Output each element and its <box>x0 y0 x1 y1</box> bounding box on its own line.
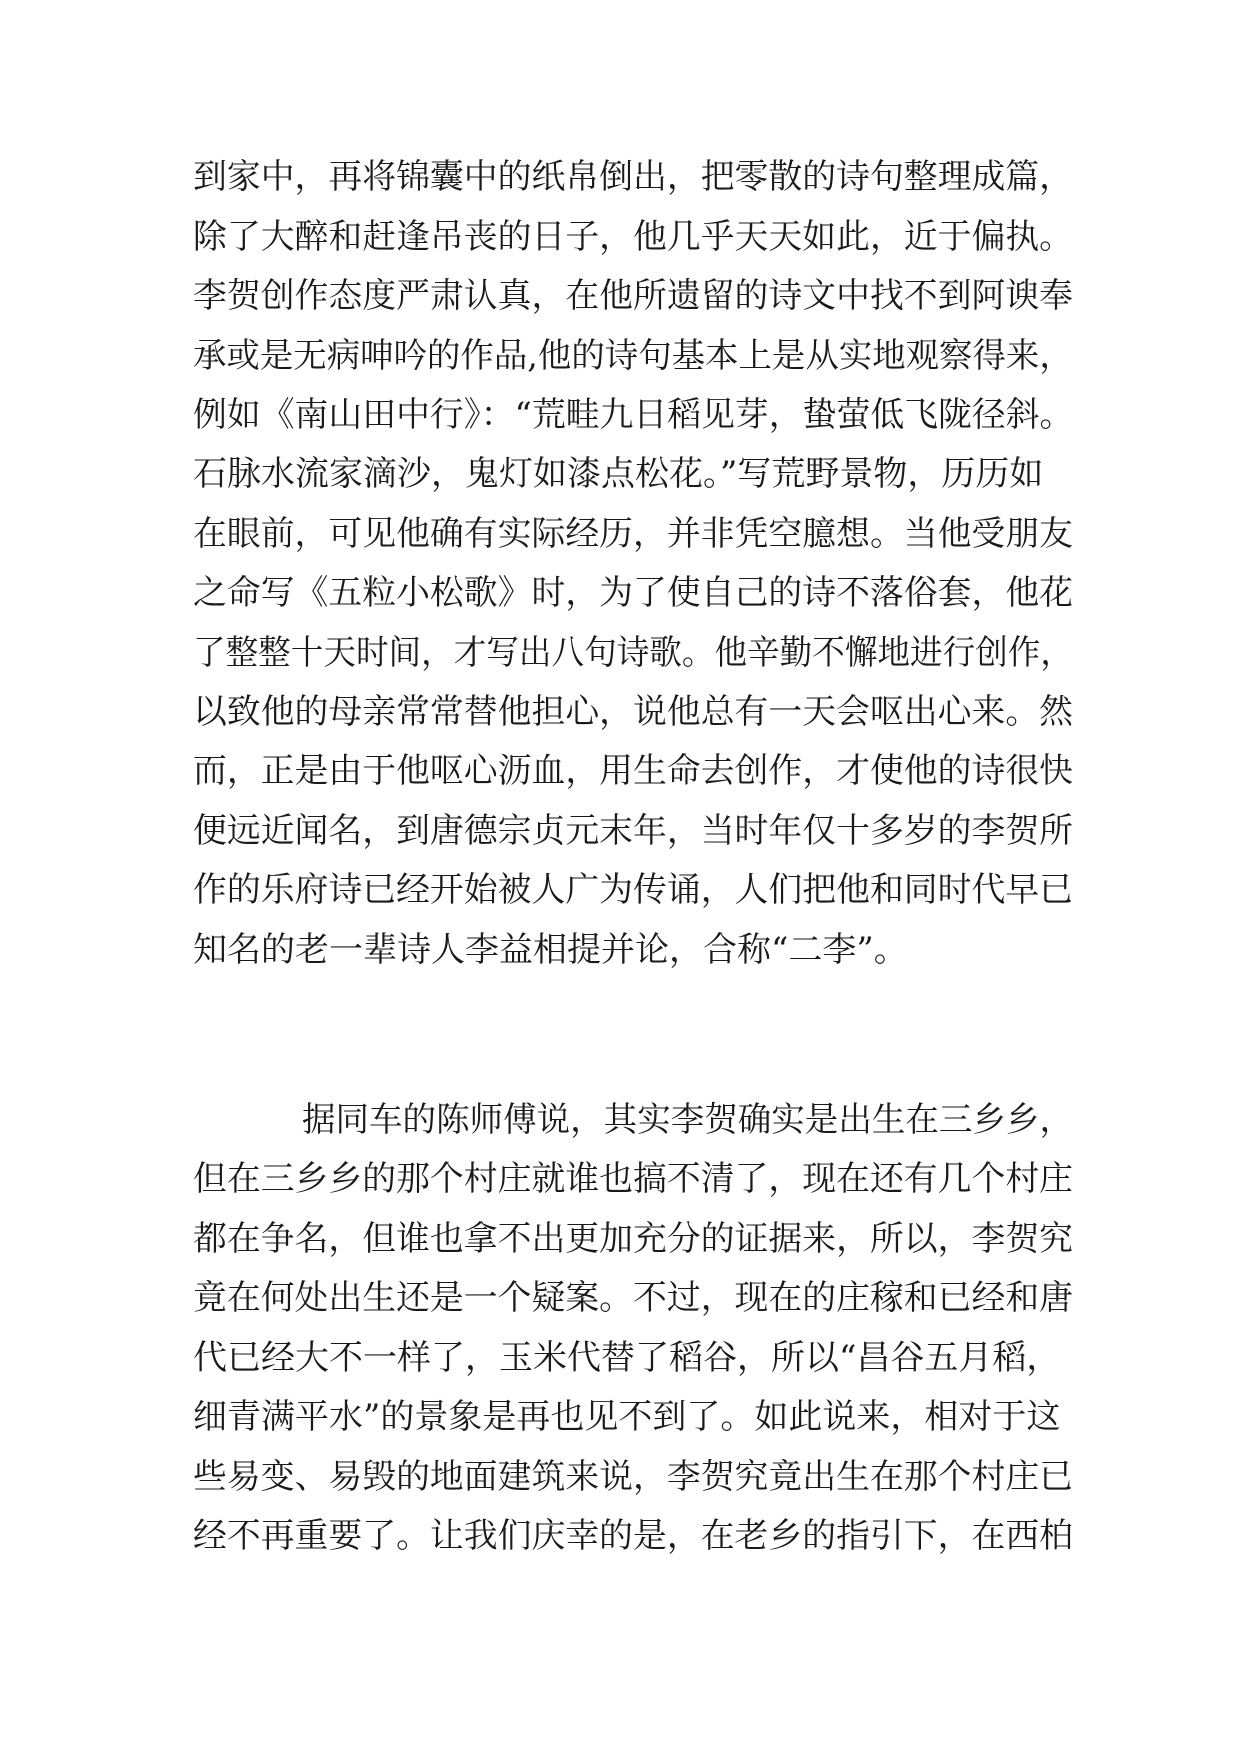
text-line-content: 到家中，再将锦囊中的纸帛倒出，把零散的诗句整理成篇， <box>193 157 1074 197</box>
text-line-content: 承或是无病呻吟的作品,他的诗句基本上是从实地观察得来， <box>193 336 1073 376</box>
text-line-content: 些易变、易毁的地面建筑来说，李贺究竟出生在那个村庄已 <box>193 1457 1074 1497</box>
text-line-content: 代已经大不一样了，玉米代替了稻谷，所以“昌谷五月稻， <box>193 1338 1061 1378</box>
text-line-content: 了整整十天时间，才写出八句诗歌。他辛勤不懈地进行创作， <box>193 633 1073 673</box>
text-line <box>193 682 1073 742</box>
text-line-content: 以致他的母亲常常替他担心，说他总有一天会呕出心来。然 <box>193 692 1074 732</box>
text-line <box>193 444 1073 504</box>
text-line <box>193 741 1073 801</box>
text-line <box>193 1268 1073 1328</box>
text-line <box>193 623 1073 683</box>
text-line <box>193 563 1073 623</box>
text-line-content: 例如《南山田中行》：“荒畦九日稻见芽，蛰萤低飞陇径斜。 <box>193 395 1074 435</box>
text-line-content: 都在争名，但谁也拿不出更加充分的证据来，所以，李贺究 <box>193 1219 1074 1259</box>
text-line-content: 除了大醉和赶逢吊丧的日子，他几乎天天如此，近于偏执。 <box>193 217 1074 257</box>
text-line <box>193 1387 1073 1447</box>
text-line <box>193 1149 1073 1209</box>
text-line-content: 据同车的陈师傅说，其实李贺确实是出生在三乡乡， <box>302 1100 1073 1140</box>
text-line <box>193 147 1073 207</box>
text-line-content: 但在三乡乡的那个村庄就谁也搞不清了，现在还有几个村庄 <box>193 1159 1074 1199</box>
text-line <box>193 326 1073 386</box>
text-line-content: 作的乐府诗已经开始被人广为传诵，人们把他和同时代早已 <box>193 870 1074 910</box>
text-line-content: 李贺创作态度严肃认真，在他所遗留的诗文中找不到阿谀奉 <box>193 276 1074 316</box>
text-line <box>193 860 1073 920</box>
text-line-content: 便远近闻名，到唐德宗贞元末年，当时年仅十多岁的李贺所 <box>193 811 1074 851</box>
text-line <box>193 385 1073 445</box>
text-line <box>302 1090 1073 1150</box>
text-line-content: 知名的老一辈诗人李益相提并论，合称“二李”。 <box>193 930 908 970</box>
text-line <box>193 207 1073 267</box>
text-line <box>193 1506 1073 1566</box>
text-line <box>193 1328 1073 1388</box>
text-line <box>193 1209 1073 1269</box>
text-line <box>193 801 1073 861</box>
text-line-content: 之命写《五粒小松歌》时，为了使自己的诗不落俗套，他花 <box>193 573 1074 613</box>
text-line <box>193 920 1073 980</box>
text-line-content: 细青满平水”的景象是再也见不到了。如此说来，相对于这 <box>193 1397 1061 1437</box>
text-line-content: 竟在何处出生还是一个疑案。不过，现在的庄稼和已经和唐 <box>193 1278 1074 1318</box>
text-line <box>193 504 1073 564</box>
text-line-content: 而，正是由于他呕心沥血，用生命去创作，才使他的诗很快 <box>193 751 1074 791</box>
text-line <box>193 266 1073 326</box>
text-line-content: 在眼前，可见他确有实际经历，并非凭空臆想。当他受朋友 <box>193 514 1074 554</box>
text-line-content: 经不再重要了。让我们庆幸的是，在老乡的指引下，在西柏 <box>193 1516 1074 1556</box>
text-line <box>193 1447 1073 1507</box>
text-line-content: 石脉水流家滴沙，鬼灯如漆点松花。”写荒野景物，历历如 <box>193 454 1044 494</box>
